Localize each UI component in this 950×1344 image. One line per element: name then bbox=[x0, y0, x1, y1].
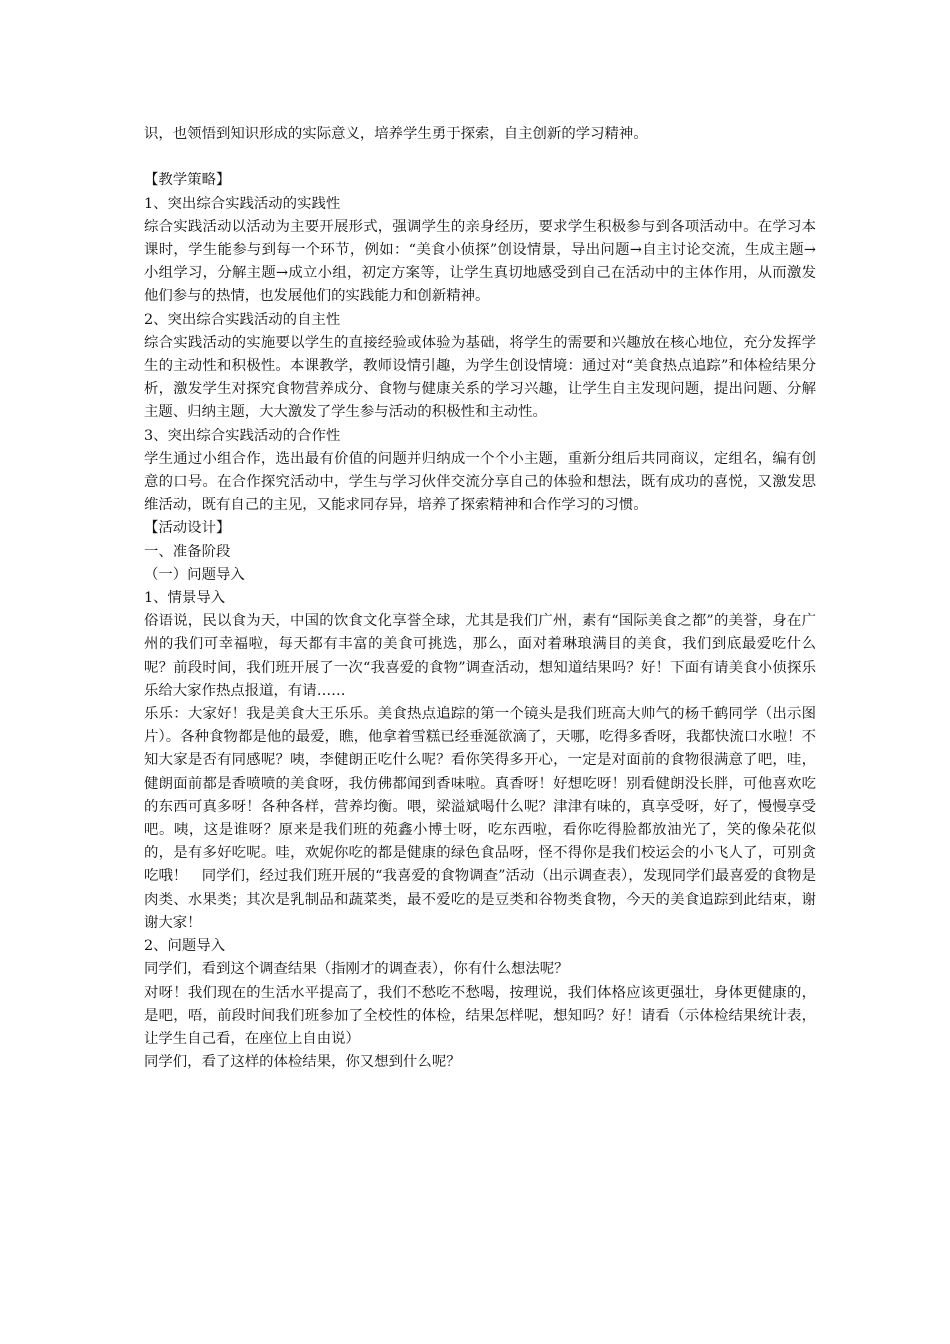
subheading-autonomy: 2、突出综合实践活动的自主性 bbox=[144, 311, 341, 328]
paragraph-question-2: 对呀！我们现在的生活水平提高了，我们不愁吃不愁喝，按理说，我们体格应该更强壮，身体更健康的，是吧，唔，前段时间我们班参加了全校性的体检，结果怎样呢，想知吗？好！请看（示体检结果统计表，让学生自己看，在座位上自由说） bbox=[144, 984, 816, 1047]
subheading-practicality: 1、突出综合实践活动的实践性 bbox=[144, 195, 341, 212]
subheading-cooperation: 3、突出综合实践活动的合作性 bbox=[144, 427, 341, 444]
heading-activity-design: 【活动设计】 bbox=[144, 520, 231, 537]
blank-line bbox=[144, 146, 816, 169]
subheading-scenario-intro: 1、情景导入 bbox=[144, 590, 226, 607]
paragraph-cooperation: 学生通过小组合作，选出最有价值的问题并归纳成一个个小主题，重新分组后共同商议，定组名，编有创意的口号。在合作探究活动中，学生与学习伙伴交流分享自己的体验和想法，既有成功的喜悦，又激发思维活动，既有自己的主见，又能求同存异，培养了探索精神和合作学习的习惯。 bbox=[144, 450, 816, 514]
paragraph-goal-end: 识，也领悟到知识形成的实际意义，培养学生勇于探索，自主创新的学习精神。 bbox=[144, 126, 648, 142]
heading-preparation-stage: 一、准备阶段 bbox=[144, 543, 231, 560]
paragraph-question-3: 同学们，看了这样的体检结果，你又想到什么呢？ bbox=[144, 1054, 461, 1071]
paragraph-practicality: 综合实践活动以活动为主要开展形式，强调学生的亲身经历，要求学生积极参与到各项活动中。在学习本课时，学生能参与到每一个环节，例如：“美食小侦探”创设情景，导出问题→自主讨论交流，生成主题→小组学习，分解主题→成立小组，初定方案等，让学生真切地感受到自己在活动中的主体作用，从而激发他们参与的热情，也发展他们的实践能力和创新精神。 bbox=[144, 218, 816, 305]
subheading-question-intro: 2、问题导入 bbox=[144, 938, 226, 955]
heading-teaching-strategy: 【教学策略】 bbox=[144, 172, 231, 189]
paragraph-lele-report: 乐乐：大家好！我是美食大王乐乐。美食热点追踪的第一个镜头是我们班高大帅气的杨千鹤同学（出示图片）。各种食物都是他的最爱，瞧，他拿着雪糕已经垂涎欲滴了，天哪，吃得多香呀，我都快流口水啦！不知大家是否有同感呢？咦，李健朗正吃什么呢？看你笑得多开心，一定是对面前的食物很满意了吧，哇，健朗面前都是香喷喷的美食呀，我仿佛都闻到香味啦。真香呀！好想吃呀！别看健朗没长胖，可他喜欢吃的东西可真多呀！各种各样，营养均衡。喂，梁溢斌喝什么呢？津津有味的，真享受呀，好了，慢慢享受吧。咦，这是谁呀？原来是我们班的苑鑫小博士呀，吃东西啦，看你吃得脸都放油光了，笑的像朵花似的，是有多好吃呢。哇，欢妮你吃的都是健康的绿色食品呀，怪不得你是我们校运会的小飞人了，可别贪吃哦！ 同学们，经过我们班开展的“我喜爱的食物调查”活动（出示调查表），发现同学们最喜爱的食物是肉类、水果类；其次是乳制品和蔬菜类，最不爱吃的是豆类和谷物类食物，今天的美食追踪到此结束，谢谢大家！ bbox=[144, 706, 816, 931]
paragraph-scenario-intro: 俗语说，民以食为天，中国的饮食文化享誉全球，尤其是我们广州，素有“国际美食之都”的美誉，身在广州的我们可幸福啦，每天都有丰富的美食可挑选，那么，面对着琳琅满目的美食，我们到底最爱吃什么呢？前段时间，我们班开展了一次“我喜爱的食物”调查活动，想知道结果吗？好！下面有请美食小侦探乐乐给大家作热点报道，有请…… bbox=[144, 613, 816, 699]
document-body bbox=[144, 123, 816, 1074]
paragraph-question-1: 同学们，看到这个调查结果（指刚才的调查表），你有什么想法呢？ bbox=[144, 961, 569, 978]
paragraph-autonomy: 综合实践活动的实施要以学生的直接经验或体验为基础，将学生的需要和兴趣放在核心地位，充分发挥学生的主动性和积极性。本课教学，教师设情引趣，为学生创设情境：通过对“美食热点追踪”和体检结果分析，激发学生对探究食物营养成分、食物与健康关系的学习兴趣，让学生自主发现问题，提出问题、分解主题、归纳主题，大大激发了学生参与活动的积极性和主动性。 bbox=[144, 334, 816, 421]
heading-problem-intro: （一）问题导入 bbox=[144, 566, 245, 583]
